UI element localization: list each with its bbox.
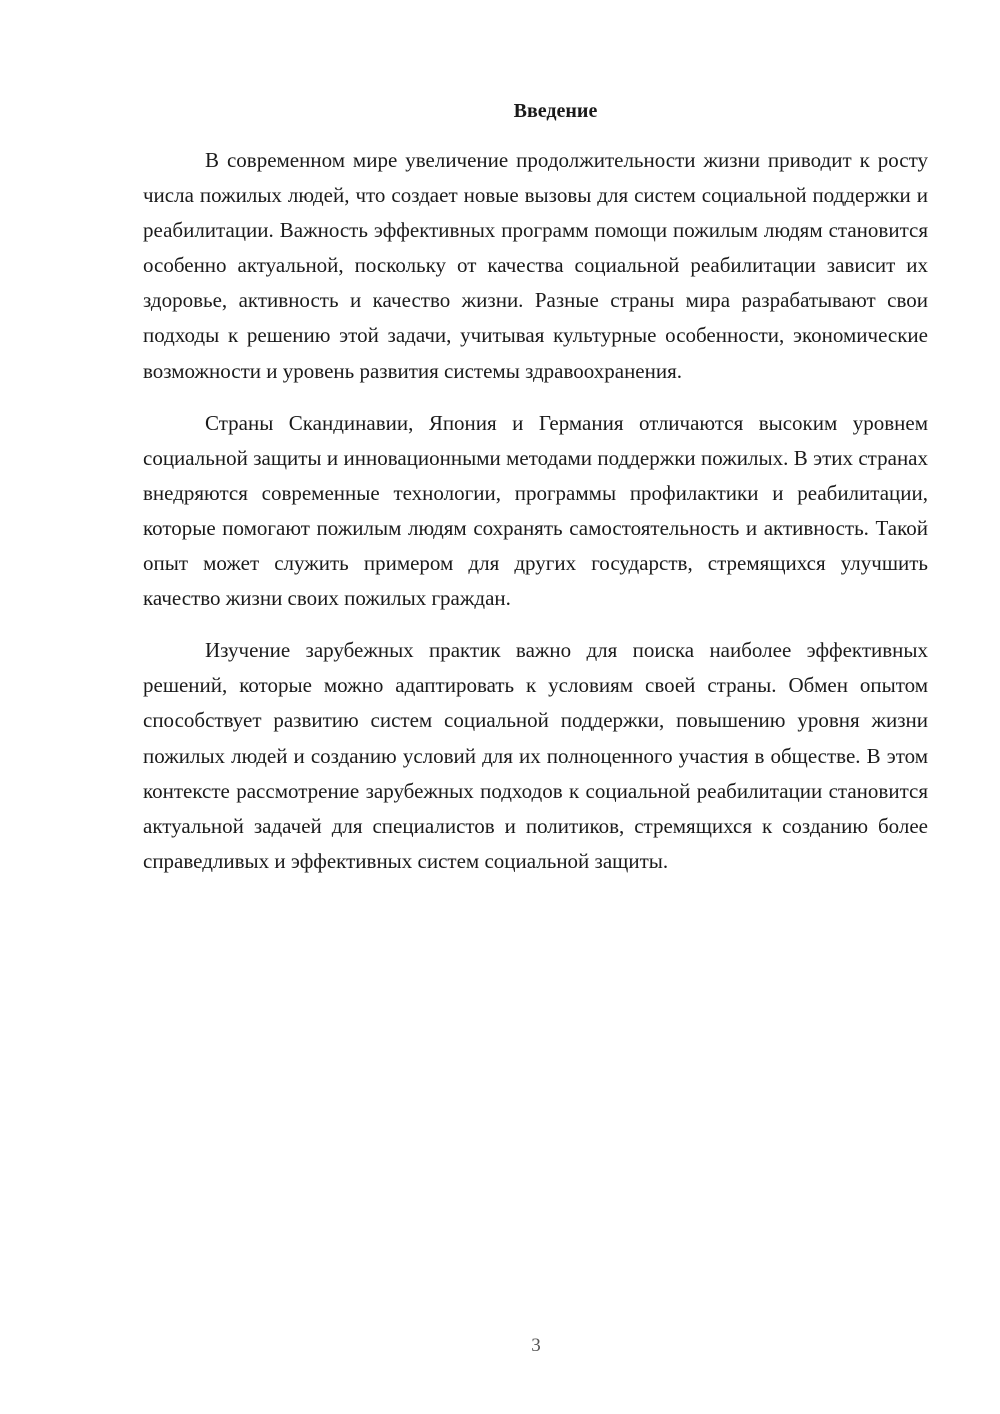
paragraph-2: Страны Скандинавии, Япония и Германия отличаются высоким уровнем социальной защиты и инновационными методами поддержки пожилых. В этих странах внедряются современные технологии, программы профилактики и реабилитации, которые помогают пожилым людям сохранять самостоятельность и активность. Такой опыт может служить примером для других государств, стремящихся улучшить качество жизни своих пожилых граждан. [143,410,928,611]
section-title: Введение [513,100,598,122]
paragraph-1: В современном мире увеличение продолжительности жизни приводит к росту числа пожилых людей, что создает новые вызовы для систем социальной поддержки и реабилитации. Важность эффективных программ помощи пожилым людям становится особенно актуальной, поскольку от качества социальной реабилитации зависит их здоровье, активность и качество жизни. Разные страны мира разрабатывают свои подходы к решению этой задачи, учитывая культурные особенности, экономические возможности и уровень развития системы здравоохранения. [143,148,928,383]
body-text [143,143,928,896]
page-number: 3 [531,1335,541,1356]
paragraph-3: Изучение зарубежных практик важно для поиска наиболее эффективных решений, которые можно адаптировать к условиям своей страны. Обмен опытом способствует развитию систем социальной поддержки, повышению уровня жизни пожилых людей и созданию условий для их полноценного участия в обществе. В этом контексте рассмотрение зарубежных подходов к социальной реабилитации становится актуальной задачей для специалистов и политиков, стремящихся к созданию более справедливых и эффективных систем социальной защиты. [143,638,928,873]
